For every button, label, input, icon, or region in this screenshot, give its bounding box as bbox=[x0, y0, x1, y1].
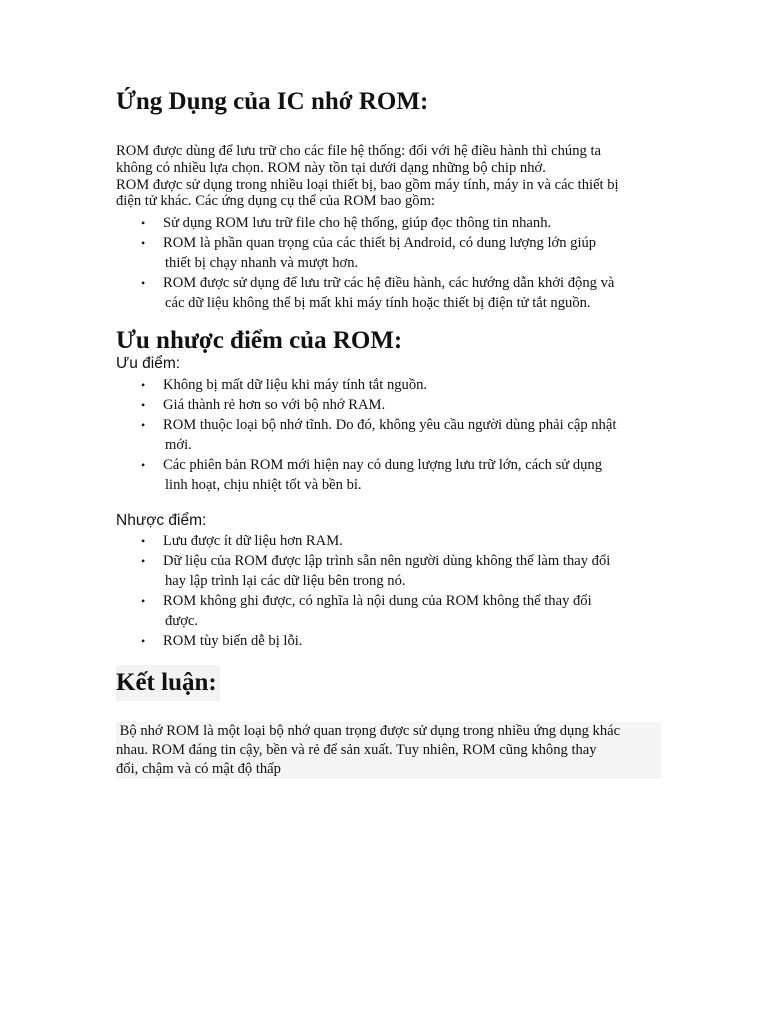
pros-label: Ưu điểm: bbox=[116, 355, 181, 372]
bullet-icon: • bbox=[141, 634, 146, 648]
bullet-icon: • bbox=[141, 594, 146, 608]
list-item-text: Giá thành rẻ hơn so với bộ nhớ RAM. bbox=[163, 397, 386, 413]
list-item bbox=[116, 631, 656, 651]
section-heading-conclusion: Kết luận: bbox=[116, 665, 220, 701]
list-item-text: Các phiên bản ROM mới hiện nay có dung lượng lưu trữ lớn, cách sử dụng bbox=[163, 457, 603, 473]
list-item bbox=[116, 551, 656, 591]
list-item bbox=[116, 531, 656, 551]
bullet-icon: • bbox=[141, 276, 146, 290]
list-item bbox=[116, 395, 656, 415]
bullet-icon: • bbox=[141, 378, 146, 392]
conclusion-line: đổi, chậm và có mật độ thấp bbox=[116, 761, 281, 777]
intro-line: không có nhiều lựa chọn. ROM này tồn tại dưới dạng những bộ chip nhớ. bbox=[116, 159, 546, 176]
bullet-icon: • bbox=[141, 216, 146, 230]
conclusion-paragraph bbox=[116, 722, 661, 779]
applications-list bbox=[116, 213, 656, 313]
conclusion-line: nhau. ROM đáng tin cậy, bền và rẻ để sản xuất. Tuy nhiên, ROM cũng không thay bbox=[116, 742, 597, 758]
list-item-text: Dữ liệu của ROM được lập trình sẵn nên người dùng không thể làm thay đổi bbox=[163, 553, 611, 569]
intro-line: điện tử khác. Các ứng dụng cụ thể của ROM bao gồm: bbox=[116, 193, 435, 210]
conclusion-line: Bộ nhớ ROM là một loại bộ nhớ quan trọng được sử dụng trong nhiều ứng dụng khác bbox=[116, 723, 621, 739]
intro-line: ROM được dùng để lưu trữ cho các file hệ thống: đối với hệ điều hành thì chúng ta bbox=[116, 143, 601, 159]
list-item bbox=[116, 375, 656, 395]
list-item-text: ROM được sử dụng để lưu trữ các hệ điều hành, các hướng dẫn khởi động và bbox=[163, 275, 615, 291]
bullet-icon: • bbox=[141, 554, 146, 568]
list-item-text: ROM là phần quan trọng của các thiết bị Android, có dung lượng lớn giúp bbox=[163, 235, 597, 251]
list-item-text-continued: được. bbox=[165, 613, 199, 629]
list-item-text-continued: hay lập trình lại các dữ liệu bên trong nó. bbox=[165, 573, 406, 589]
list-item-text: Không bị mất dữ liệu khi máy tính tắt nguồn. bbox=[163, 377, 428, 393]
list-item-text-continued: thiết bị chạy nhanh và mượt hơn. bbox=[165, 255, 359, 271]
bullet-icon: • bbox=[141, 418, 146, 432]
list-item-text-continued: các dữ liệu không thể bị mất khi máy tính hoặc thiết bị điện tử tắt nguồn. bbox=[165, 295, 591, 311]
bullet-icon: • bbox=[141, 534, 146, 548]
cons-label: Nhược điểm: bbox=[116, 512, 207, 529]
list-item-text: Lưu được ít dữ liệu hơn RAM. bbox=[163, 533, 343, 549]
list-item-text-continued: linh hoạt, chịu nhiệt tốt và bền bỉ. bbox=[165, 477, 362, 493]
list-item-text: ROM tùy biến dễ bị lỗi. bbox=[163, 633, 303, 649]
bullet-icon: • bbox=[141, 236, 146, 250]
list-item bbox=[116, 233, 656, 273]
list-item bbox=[116, 213, 656, 233]
page-title: Ứng Dụng của IC nhớ ROM: bbox=[116, 88, 429, 115]
bullet-icon: • bbox=[141, 458, 146, 472]
list-item bbox=[116, 415, 656, 455]
list-item bbox=[116, 273, 656, 313]
cons-list bbox=[116, 531, 656, 651]
bullet-icon: • bbox=[141, 398, 146, 412]
intro-paragraph bbox=[116, 143, 656, 210]
pros-list bbox=[116, 375, 656, 495]
list-item-text: ROM không ghi được, có nghĩa là nội dung của ROM không thể thay đổi bbox=[163, 593, 592, 609]
list-item-text-continued: mới. bbox=[165, 437, 192, 453]
list-item-text: ROM thuộc loại bộ nhớ tĩnh. Do đó, không yêu cầu người dùng phải cập nhật bbox=[163, 417, 617, 433]
section-heading-pros-cons: Ưu nhược điểm của ROM: bbox=[116, 327, 403, 354]
list-item-text: Sử dụng ROM lưu trữ file cho hệ thống, giúp đọc thông tin nhanh. bbox=[163, 215, 552, 231]
list-item bbox=[116, 591, 656, 631]
intro-line: ROM được sử dụng trong nhiều loại thiết bị, bao gồm máy tính, máy in và các thiết bị bbox=[116, 176, 619, 193]
list-item bbox=[116, 455, 656, 495]
